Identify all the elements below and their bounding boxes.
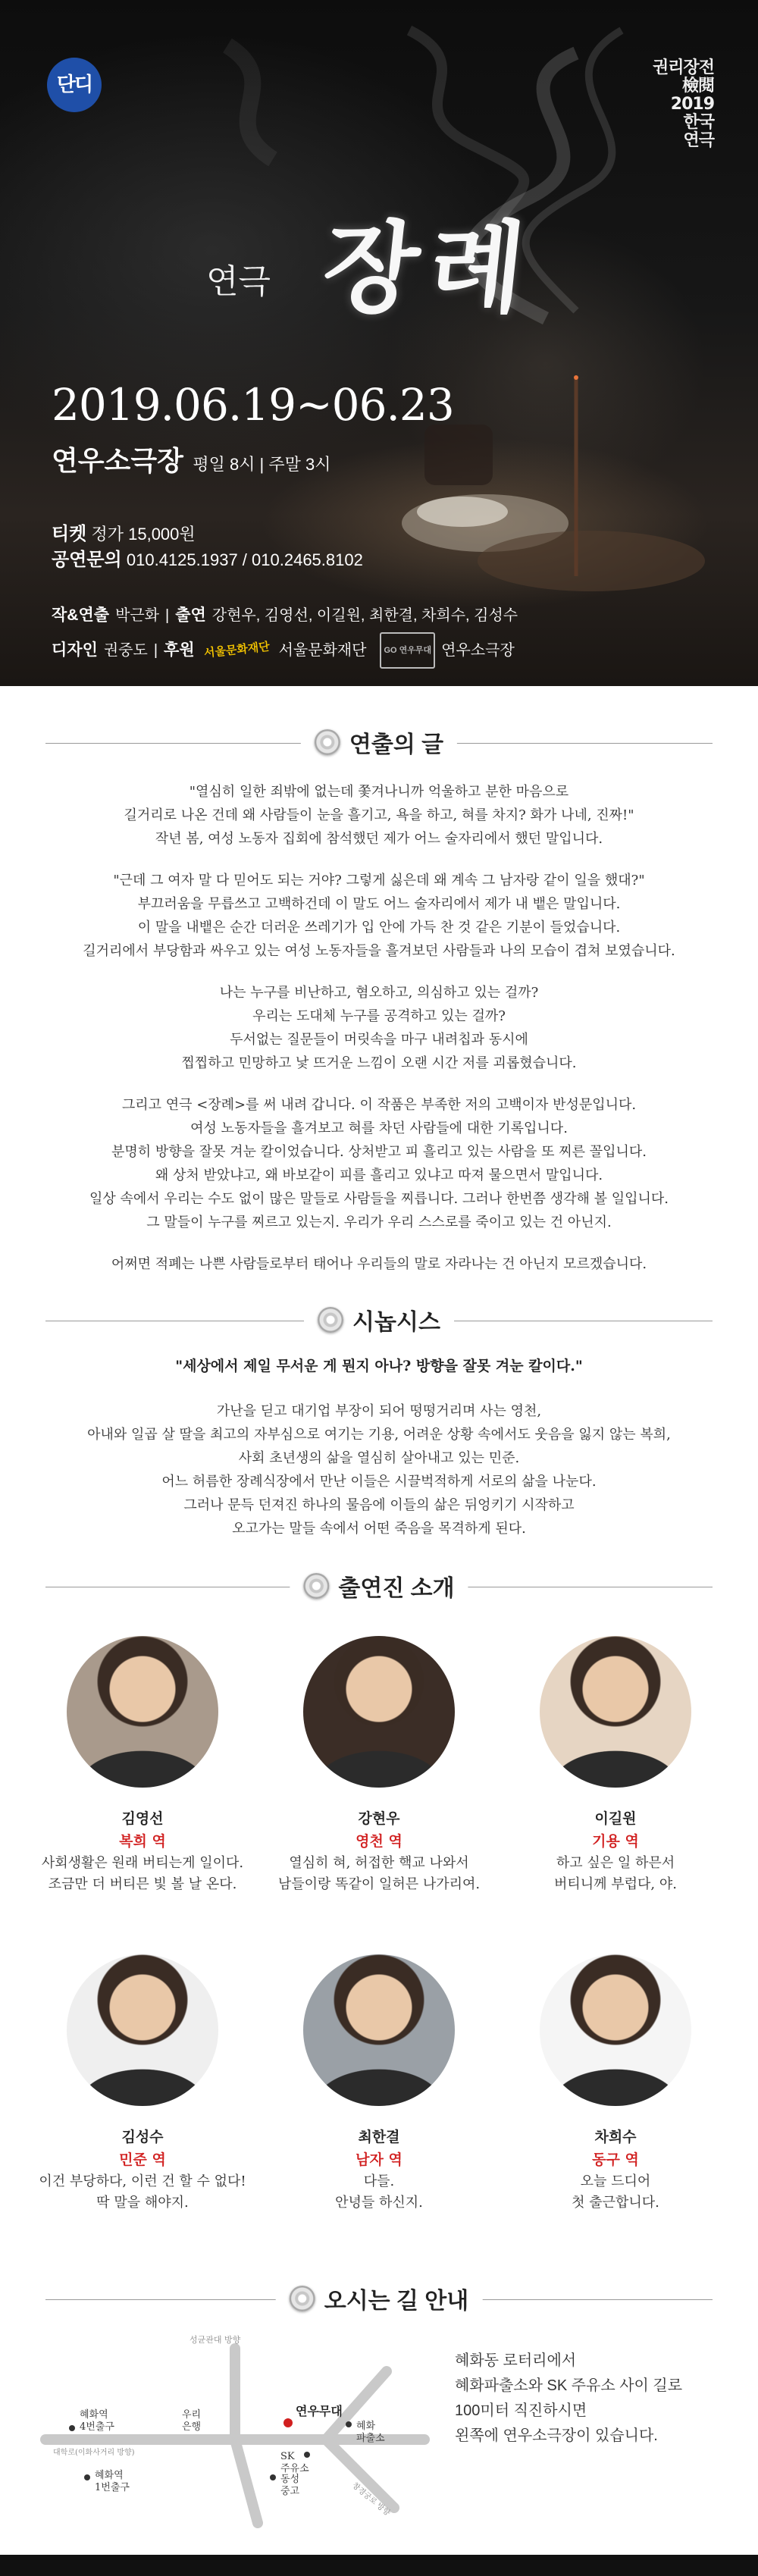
cast-line: 열심히 혀, 허접한 핵교 나와서	[289, 1855, 469, 1871]
ticket-price: 정가 15,000원	[91, 525, 196, 544]
performance-dates: 2019.06.19~06.23	[52, 379, 454, 431]
cast-name: 최한결	[358, 2129, 400, 2145]
cast-name: 김성수	[121, 2129, 164, 2145]
cast-line: 딱 말을 해야지.	[96, 2195, 189, 2211]
map-label-police: 혜화 파출소	[356, 2421, 385, 2444]
director-paragraph	[0, 869, 758, 963]
ticket-row	[52, 522, 363, 547]
synopsis-quote: "세상에서 제일 무서운 게 뭔지 아나? 방향을 잘못 겨눈 칼이다."	[175, 1358, 583, 1374]
cast-name: 이길원	[594, 1810, 637, 1827]
designer-name: 권중도	[103, 642, 148, 659]
cast-line: 버티니께 부럽다, 야.	[554, 1876, 677, 1892]
map-label-sk: SK 주유소	[280, 2451, 309, 2474]
credit-row-writer	[52, 599, 518, 632]
map-label-leftroad: 대학로(이화사거리 방향)	[53, 2449, 135, 2457]
directions-line: 왼쪽에 연우소극장이 있습니다.	[455, 2427, 658, 2444]
cast-card	[29, 1954, 256, 2273]
avatar	[540, 1954, 691, 2106]
bullet-dot-icon	[315, 729, 340, 755]
dongsung-marker-icon	[270, 2474, 276, 2480]
yeonwoo-logo: GO 연우무대	[380, 632, 435, 669]
map-label-sungkyunkwan: 성균관대 방향	[190, 2335, 241, 2345]
director-line: 우리는 도대체 누구를 공격하고 있는 걸까?	[252, 1008, 506, 1024]
director-paragraph	[0, 1093, 758, 1234]
avatar	[540, 1636, 691, 1788]
venue-sponsor-name: 연우소극장	[441, 642, 515, 659]
cast-line: 하고 싶은 일 하믄서	[556, 1855, 675, 1871]
director-note	[0, 780, 758, 1276]
cast-label: 출연	[175, 606, 206, 624]
avatar	[67, 1954, 218, 2106]
writer-label: 작&연출	[52, 606, 110, 624]
play-prefix: 연극	[206, 262, 271, 301]
synopsis-line: 그러나 문득 던져진 하나의 물음에 이들의 삶은 뒤엉키기 시작하고	[183, 1497, 575, 1513]
cast-card	[29, 1636, 256, 1954]
map-label-dongsung: 동성 중고	[280, 2474, 300, 2497]
map-label-exit4: 혜화역 4번출구	[80, 2409, 114, 2433]
director-line: 부끄러움을 무릅쓰고 고백하건데 이 말도 어느 술자리에서 제가 내 뱉은 말입니다.	[137, 896, 621, 912]
director-line: 길거리로 나온 건데 왜 사람들이 눈을 흘기고, 욕을 하고, 혀를 차지? 화가 나네, 진짜!"	[124, 807, 634, 823]
director-line: 나는 누구를 비난하고, 혐오하고, 의심하고 있는 걸까?	[219, 985, 539, 1001]
directions-line: 100미터 직진하시면	[455, 2402, 587, 2419]
director-line: "근데 그 여자 말 다 믿어도 되는 거야? 그렇게 싫은데 왜 계속 그 남자랑 같이 일을 했대?"	[113, 873, 645, 888]
map-section-header	[45, 2273, 713, 2326]
inquiry-label: 공연문의	[52, 550, 122, 570]
director-line: 어쩌면 적폐는 나쁜 사람들로부터 태어나 우리들의 말로 자라나는 건 아닌지 모르겠습니다.	[111, 1256, 647, 1272]
credits	[52, 599, 518, 669]
synopsis-line: 가난을 딛고 대기업 부장이 되어 떵떵거리며 사는 영천,	[216, 1403, 542, 1419]
credit-row-design	[52, 632, 518, 669]
synopsis-line: 사회 초년생의 삶을 열심히 살아내고 있는 민준.	[238, 1450, 520, 1466]
cast-role: 동구 역	[592, 2151, 639, 2168]
ticket-label: 티켓	[52, 524, 87, 544]
director-line: "열심히 일한 죄밖에 없는데 쫓겨나니까 억울하고 분한 마음으로	[189, 784, 569, 800]
venue-name: 연우소극장	[52, 445, 183, 476]
avatar	[67, 1636, 218, 1788]
divider: |	[165, 607, 170, 624]
inquiry-row	[52, 547, 363, 573]
cast-card	[502, 1636, 729, 1954]
avatar	[303, 1636, 455, 1788]
synopsis-text	[0, 1399, 758, 1540]
divider: |	[153, 642, 158, 659]
cast-role: 남자 역	[356, 2151, 402, 2168]
synopsis-line: 아내와 일곱 살 딸을 최고의 자부심으로 여기는 기용, 어려운 상황 속에서도 웃음을 잃지 않는 복희,	[87, 1427, 671, 1443]
director-line: 분명히 방향을 잘못 겨눈 칼이었습니다. 상처받고 피 흘리고 있는 사람을 또 찌른 꼴입니다.	[111, 1144, 647, 1160]
show-times: 평일 8시 | 주말 3시	[193, 455, 331, 474]
cast-line: 다들.	[363, 2173, 395, 2189]
police-marker-icon	[346, 2421, 352, 2427]
cast-heading: 출연진 소개	[338, 1576, 455, 1601]
directions-line: 혜화파출소와 SK 주유소 사이 길로	[455, 2377, 683, 2394]
cast-line: 첫 출근합니다.	[572, 2195, 659, 2211]
bullet-dot-icon	[290, 2286, 315, 2311]
cast-role: 기용 역	[592, 1833, 639, 1850]
writer-name: 박근화	[115, 607, 159, 624]
map-heading: 오시는 길 안내	[324, 2289, 469, 2314]
synopsis-line: 오고가는 말들 속에서 어떤 죽음을 목격하게 된다.	[232, 1521, 526, 1537]
footer-bar	[0, 2555, 758, 2576]
map-label-rightroad: 창경궁로 방향	[350, 2481, 392, 2518]
synopsis-section-header	[45, 1294, 713, 1347]
ywd-marker-icon	[283, 2418, 293, 2427]
bullet-dot-icon	[318, 1307, 343, 1333]
synopsis-heading: 시놉시스	[352, 1310, 440, 1335]
cast-line: 사회생활은 원래 버티는게 일이다.	[41, 1855, 244, 1871]
ticket-info	[52, 522, 363, 573]
director-paragraph	[0, 981, 758, 1075]
cast-line: 오늘 드디어	[580, 2173, 651, 2189]
cast-card	[502, 1954, 729, 2273]
director-line: 길거리에서 부당함과 싸우고 있는 여성 노동자들을 흘겨보던 사람들과 나의 모습이 겹쳐 보였습니다.	[83, 943, 675, 959]
avatar	[303, 1954, 455, 2106]
synopsis-line: 어느 허름한 장례식장에서 만난 이들은 시끌벅적하게 서로의 삶을 나눈다.	[161, 1474, 597, 1490]
poster-hero	[0, 0, 758, 686]
design-label: 디자인	[52, 641, 98, 659]
director-line: 작년 봄, 여성 노동자 집회에 참석했던 제가 어느 술자리에서 했던 말입니다.	[155, 831, 603, 847]
director-line: 왜 상처 받았냐고, 왜 바보같이 피를 흘리고 있냐고 따져 물으면서 말입니다.	[155, 1167, 603, 1183]
cast-name: 강현우	[358, 1810, 400, 1827]
director-section-header	[45, 716, 713, 769]
sponsor-name: 서울문화재단	[278, 642, 367, 659]
director-line: 찝찝하고 민망하고 낯 뜨거운 느낌이 오랜 시간 저를 괴롭혔습니다.	[181, 1055, 577, 1071]
cast-card	[265, 1954, 493, 2273]
map-label-ywd: 연우무대	[296, 2404, 343, 2418]
map-label-bank: 우리 은행	[182, 2409, 202, 2433]
director-line: 일상 속에서 우리는 수도 없이 많은 말들로 사람들을 찌릅니다. 그러나 한번쯤 생각해 볼 일입니다.	[89, 1191, 669, 1207]
location-map	[30, 2326, 728, 2531]
director-line: 여성 노동자들을 흘겨보고 혀를 차던 사람들에 대한 기록입니다.	[190, 1120, 568, 1136]
cast-grid	[0, 1636, 758, 2273]
director-paragraph	[0, 1252, 758, 1276]
directions-line: 혜화동 로터리에서	[455, 2352, 577, 2369]
festival-logo: 권리장전 檢閱 2019 한국 연극	[652, 58, 714, 150]
director-line: 두서없는 질문들이 머릿속을 마구 내려칩과 동시에	[230, 1032, 528, 1048]
director-paragraph	[0, 780, 758, 851]
exit4-marker-icon	[69, 2425, 75, 2431]
director-line: 그리고 연극 <장례>를 써 내려 갑니다. 이 작품은 부족한 저의 고백이자 반성문입니다.	[121, 1097, 637, 1113]
seoul-culture-logo: 서울문화재단	[202, 640, 271, 660]
cast-line: 남들이랑 똑같이 일허믄 나가리여.	[277, 1876, 481, 1892]
cast-card	[265, 1636, 493, 1954]
exit1-marker-icon	[84, 2474, 90, 2480]
cast-role: 복희 역	[119, 1833, 166, 1850]
cast-role: 영천 역	[356, 1833, 402, 1850]
director-heading: 연출의 글	[349, 732, 444, 757]
bullet-dot-icon	[303, 1573, 329, 1599]
cast-line: 안녕들 하신지.	[335, 2195, 423, 2211]
cast-line: 이건 부당하다, 이런 건 할 수 없다!	[39, 2173, 246, 2189]
cast-line: 조금만 더 버티믄 빛 볼 날 온다.	[48, 1876, 237, 1892]
sponsor-label: 후원	[164, 641, 195, 659]
cast-role: 민준 역	[119, 2151, 166, 2168]
cast-name: 김영선	[121, 1810, 164, 1827]
danddi-logo: 단디	[47, 58, 102, 112]
cast-section-header	[45, 1560, 713, 1613]
director-line: 그 말들이 누구를 찌르고 있는지. 우리가 우리 스스로를 죽이고 있는 건 아닌지.	[146, 1214, 612, 1230]
cast-name: 차희수	[594, 2129, 637, 2145]
play-title: 장례	[317, 211, 542, 326]
inquiry-phone[interactable]: 010.4125.1937 / 010.2465.8102	[126, 550, 363, 569]
director-line: 이 말을 내뱉은 순간 더러운 쓰레기가 입 안에 가득 찬 것 같은 기분이 들었습니다.	[137, 920, 621, 935]
map-label-exit1: 혜화역 1번출구	[95, 2470, 130, 2493]
venue-line	[52, 440, 331, 478]
directions-text	[455, 2349, 682, 2449]
cast-names: 강현우, 김영선, 이길원, 최한결, 차희수, 김성수	[211, 607, 518, 624]
